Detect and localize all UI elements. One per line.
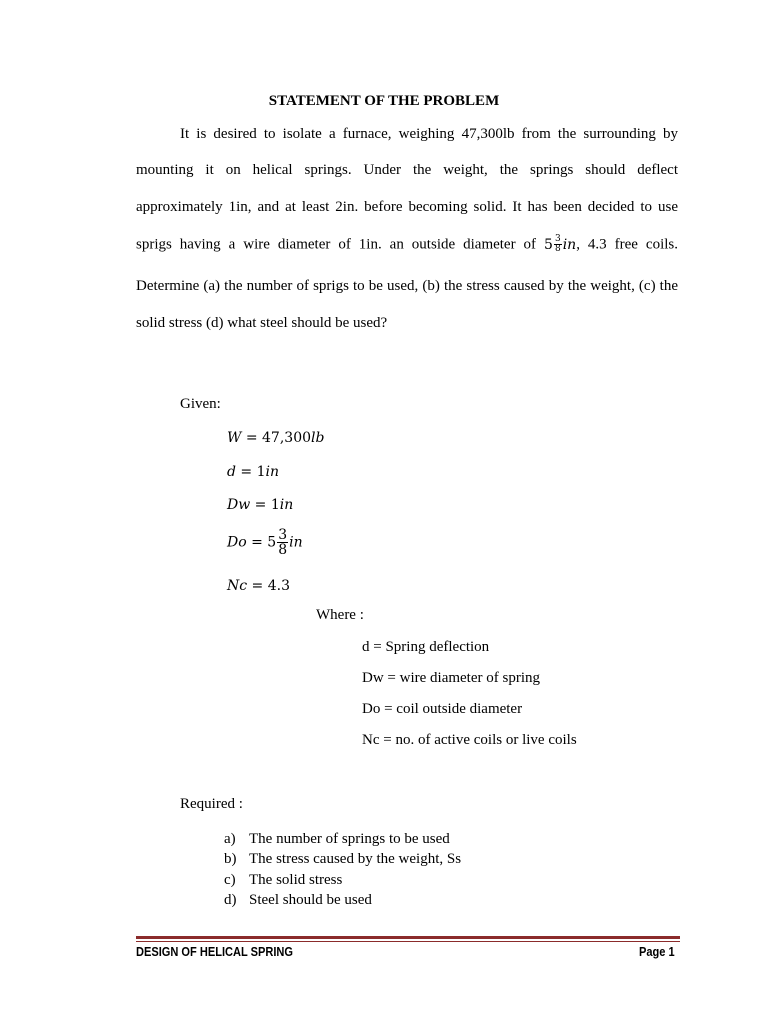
given-wire-diameter [227, 497, 293, 513]
list-marker: a) [224, 831, 236, 847]
fraction [554, 235, 562, 254]
list-marker: b) [224, 851, 237, 868]
page-title: STATEMENT OF THE PROBLEM [268, 93, 500, 109]
footer-title: DESIGN OF HELICAL SPRING [136, 944, 293, 959]
where-item-1: d = Spring deflection [362, 639, 490, 655]
problem-line-5: Determine (a) the number of sprigs to be used, (b) the stress caused by the weight, (c) the [136, 278, 678, 294]
fraction-denominator: 8 [278, 542, 288, 558]
unit: in [279, 497, 294, 513]
given-label: Given: [180, 396, 221, 412]
list-item [224, 890, 461, 910]
given-deflection [227, 464, 279, 480]
list-marker: c) [224, 871, 236, 888]
problem-line-4 [136, 235, 678, 259]
variable: Do [227, 534, 247, 551]
unit: lb [311, 430, 325, 446]
list-item-text: The number of springs to be used [249, 831, 450, 847]
unit: in [562, 236, 577, 253]
list-item-text: The solid stress [249, 871, 343, 888]
mixed-number-whole: 5 [544, 236, 553, 253]
where-label: Where : [316, 607, 364, 623]
variable: d [227, 464, 236, 480]
variable: W [227, 430, 242, 446]
required-label: Required : [180, 796, 243, 812]
outside-diameter-expression [544, 234, 577, 254]
list-item [224, 829, 461, 849]
value: = 5 [246, 534, 277, 551]
value: = 1 [250, 497, 280, 513]
value: = 1 [235, 464, 266, 480]
problem-line-1: It is desired to isolate a furnace, weighing 47,300lb from the surrounding by [180, 126, 678, 142]
problem-line-2: mounting it on helical springs. Under the weight, the springs should deflect [136, 162, 678, 178]
required-list [224, 829, 461, 910]
variable: Nc [227, 578, 248, 594]
fraction-numerator: 3 [554, 234, 561, 244]
page-number: Page 1 [639, 944, 675, 959]
footer-rule-thick [136, 936, 680, 939]
problem-line-3: approximately 1in, and at least 2in. before becoming solid. It has been decided to use [136, 199, 678, 215]
fraction [277, 528, 288, 557]
list-item-text: Steel should be used [249, 891, 372, 908]
fraction-denominator: 8 [554, 244, 561, 254]
list-item [224, 849, 461, 869]
problem-line-6: solid stress (d) what steel should be used? [136, 315, 388, 331]
variable: Dw [227, 497, 251, 513]
where-item-4: Nc = no. of active coils or live coils [362, 732, 577, 748]
given-active-coils [227, 578, 290, 594]
list-item-text: The stress caused by the weight, Ss [249, 851, 462, 868]
problem-line-4-text: sprigs having a wire diameter of 1in. an outside diameter of [136, 236, 537, 253]
footer-rule-thin [136, 941, 680, 942]
unit: in [289, 534, 303, 551]
value: = 47,300 [241, 430, 312, 446]
where-item-3: Do = coil outside diameter [362, 701, 523, 717]
given-weight [227, 430, 324, 446]
fraction-numerator: 3 [278, 527, 288, 543]
list-marker: d) [224, 891, 237, 908]
value: = 4.3 [247, 578, 290, 594]
unit: in [265, 464, 280, 480]
given-outside-diameter [227, 528, 303, 557]
list-item [224, 870, 461, 890]
problem-line-4-end: , 4.3 free coils. [576, 236, 679, 253]
where-item-2: Dw = wire diameter of spring [362, 670, 540, 686]
